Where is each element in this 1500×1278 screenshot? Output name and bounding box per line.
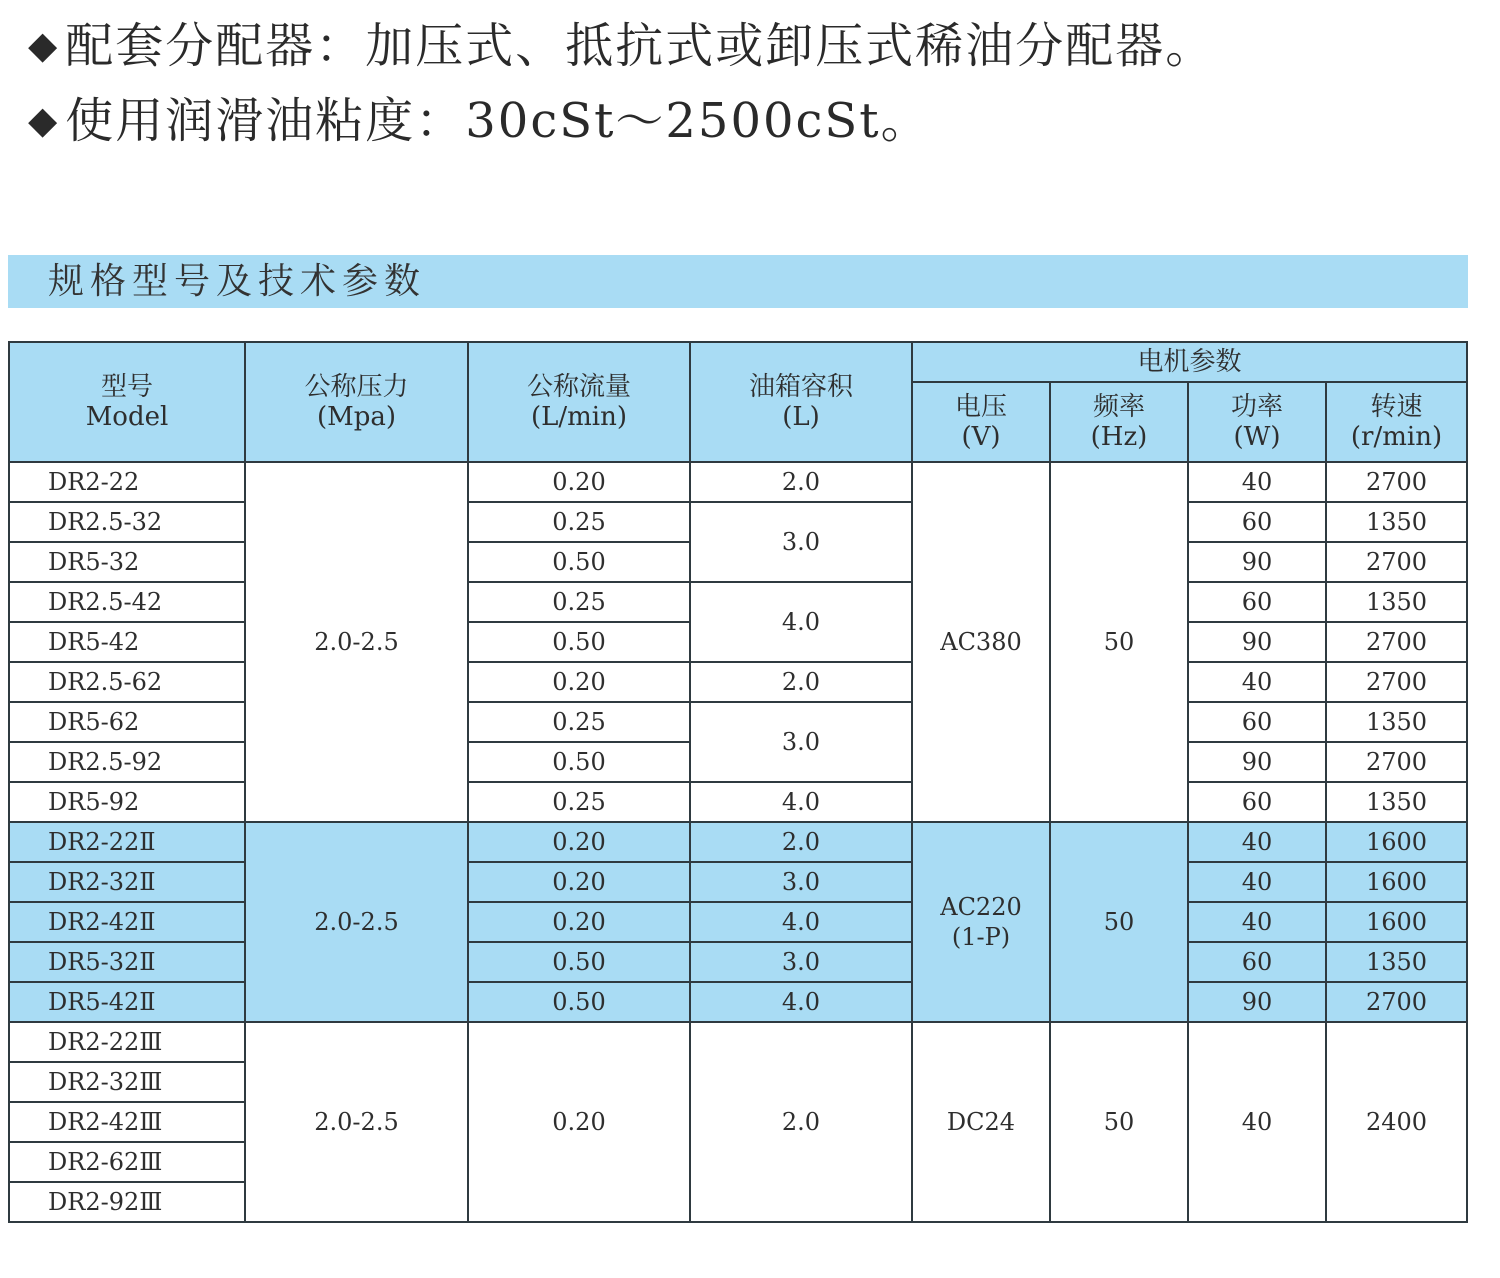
- power-cell: 90: [1188, 542, 1326, 582]
- tank-cell: 2.0: [690, 822, 912, 862]
- frequency-cell: 50: [1050, 822, 1188, 1022]
- flow-cell: 0.50: [468, 542, 690, 582]
- flow-cell: 0.25: [468, 502, 690, 542]
- tank-cell: 4.0: [690, 982, 912, 1022]
- flow-cell: 0.50: [468, 742, 690, 782]
- frequency-cell: 50: [1050, 1022, 1188, 1222]
- power-cell: 40: [1188, 662, 1326, 702]
- model-cell: DR2-32Ⅲ: [9, 1062, 245, 1102]
- table-row: [9, 702, 1467, 742]
- power-cell: 60: [1188, 702, 1326, 742]
- power-cell: 90: [1188, 622, 1326, 662]
- speed-cell: 1350: [1326, 702, 1467, 742]
- diamond-icon: ◆: [28, 23, 60, 67]
- header-tank: 油箱容积 (L): [690, 342, 912, 462]
- table-row: [9, 822, 1467, 862]
- power-cell: 40: [1188, 822, 1326, 862]
- flow-cell: 0.20: [468, 862, 690, 902]
- model-cell: DR2-22: [9, 462, 245, 502]
- pressure-cell: 2.0-2.5: [245, 1022, 468, 1222]
- flow-cell: 0.50: [468, 982, 690, 1022]
- table-row: [9, 942, 1467, 982]
- speed-cell: 1600: [1326, 862, 1467, 902]
- tank-cell: 3.0: [690, 702, 912, 782]
- model-cell: DR5-42: [9, 622, 245, 662]
- power-cell: 60: [1188, 582, 1326, 622]
- header-power: 功率 (W): [1188, 382, 1326, 462]
- model-cell: DR2.5-92: [9, 742, 245, 782]
- flow-cell: 0.20: [468, 902, 690, 942]
- tank-cell: 2.0: [690, 1022, 912, 1222]
- table-row: [9, 782, 1467, 822]
- power-cell: 40: [1188, 862, 1326, 902]
- model-cell: DR2-32Ⅱ: [9, 862, 245, 902]
- flow-cell: 0.20: [468, 662, 690, 702]
- speed-cell: 2700: [1326, 462, 1467, 502]
- power-cell: 60: [1188, 942, 1326, 982]
- power-cell: 60: [1188, 782, 1326, 822]
- header-voltage: 电压 (V): [912, 382, 1050, 462]
- table-row: [9, 862, 1467, 902]
- speed-cell: 1600: [1326, 822, 1467, 862]
- bullet-text: 使用润滑油粘度：30cSt～2500cSt。: [65, 93, 931, 149]
- model-cell: DR2.5-62: [9, 662, 245, 702]
- tank-cell: 3.0: [690, 862, 912, 902]
- diamond-icon: ◆: [28, 98, 60, 142]
- speed-cell: 1350: [1326, 502, 1467, 542]
- voltage-cell: DC24: [912, 1022, 1050, 1222]
- model-cell: DR5-92: [9, 782, 245, 822]
- power-cell: 40: [1188, 902, 1326, 942]
- model-cell: DR5-32: [9, 542, 245, 582]
- frequency-cell: 50: [1050, 462, 1188, 822]
- table-row: [9, 662, 1467, 702]
- speed-cell: 2700: [1326, 742, 1467, 782]
- flow-cell: 0.25: [468, 702, 690, 742]
- speed-cell: 2700: [1326, 542, 1467, 582]
- flow-cell: 0.20: [468, 1022, 690, 1222]
- flow-cell: 0.20: [468, 462, 690, 502]
- section-title: 规格型号及技术参数: [48, 261, 427, 302]
- speed-cell: 2700: [1326, 662, 1467, 702]
- model-cell: DR2-22Ⅱ: [9, 822, 245, 862]
- header-speed: 转速 (r/min): [1326, 382, 1467, 462]
- bullet-viscosity: [28, 83, 1215, 158]
- power-cell: 60: [1188, 502, 1326, 542]
- bullet-distributor: [28, 8, 1215, 83]
- section-header: [8, 255, 1468, 308]
- flow-cell: 0.25: [468, 582, 690, 622]
- model-cell: DR2-62Ⅲ: [9, 1142, 245, 1182]
- tank-cell: 2.0: [690, 662, 912, 702]
- speed-cell: 1350: [1326, 582, 1467, 622]
- table-row: [9, 462, 1467, 502]
- tank-cell: 2.0: [690, 462, 912, 502]
- header-flow: 公称流量 (L/min): [468, 342, 690, 462]
- pressure-cell: 2.0-2.5: [245, 822, 468, 1022]
- flow-cell: 0.20: [468, 822, 690, 862]
- model-cell: DR2-22Ⅲ: [9, 1022, 245, 1062]
- model-cell: DR2.5-42: [9, 582, 245, 622]
- model-cell: DR5-42Ⅱ: [9, 982, 245, 1022]
- tank-cell: 4.0: [690, 782, 912, 822]
- voltage-cell: AC380: [912, 462, 1050, 822]
- header-frequency: 频率 (Hz): [1050, 382, 1188, 462]
- speed-cell: 2700: [1326, 982, 1467, 1022]
- speed-cell: 2700: [1326, 622, 1467, 662]
- header-model: 型号 Model: [9, 342, 245, 462]
- flow-cell: 0.50: [468, 622, 690, 662]
- model-cell: DR2-92Ⅲ: [9, 1182, 245, 1222]
- voltage-cell: AC220 (1-P): [912, 822, 1050, 1022]
- speed-cell: 2400: [1326, 1022, 1467, 1222]
- pressure-cell: 2.0-2.5: [245, 462, 468, 822]
- flow-cell: 0.25: [468, 782, 690, 822]
- speed-cell: 1350: [1326, 782, 1467, 822]
- table-row: [9, 1022, 1467, 1062]
- intro-bullets: [28, 8, 1215, 158]
- speed-cell: 1600: [1326, 902, 1467, 942]
- model-cell: DR2-42Ⅱ: [9, 902, 245, 942]
- model-cell: DR2-42Ⅲ: [9, 1102, 245, 1142]
- table-row: [9, 502, 1467, 542]
- header-pressure: 公称压力 (Mpa): [245, 342, 468, 462]
- speed-cell: 1350: [1326, 942, 1467, 982]
- flow-cell: 0.50: [468, 942, 690, 982]
- tank-cell: 3.0: [690, 942, 912, 982]
- power-cell: 40: [1188, 462, 1326, 502]
- tank-cell: 4.0: [690, 582, 912, 662]
- tank-cell: 3.0: [690, 502, 912, 582]
- model-cell: DR2.5-32: [9, 502, 245, 542]
- model-cell: DR5-62: [9, 702, 245, 742]
- power-cell: 90: [1188, 982, 1326, 1022]
- power-cell: 90: [1188, 742, 1326, 782]
- header-motor: 电机参数: [912, 342, 1467, 382]
- tank-cell: 4.0: [690, 902, 912, 942]
- bullet-text: 配套分配器：加压式、抵抗式或卸压式稀油分配器。: [65, 18, 1216, 74]
- model-cell: DR5-32Ⅱ: [9, 942, 245, 982]
- power-cell: 40: [1188, 1022, 1326, 1222]
- table-row: [9, 982, 1467, 1022]
- table-row: [9, 902, 1467, 942]
- table-row: [9, 582, 1467, 622]
- spec-table: [8, 341, 1468, 1223]
